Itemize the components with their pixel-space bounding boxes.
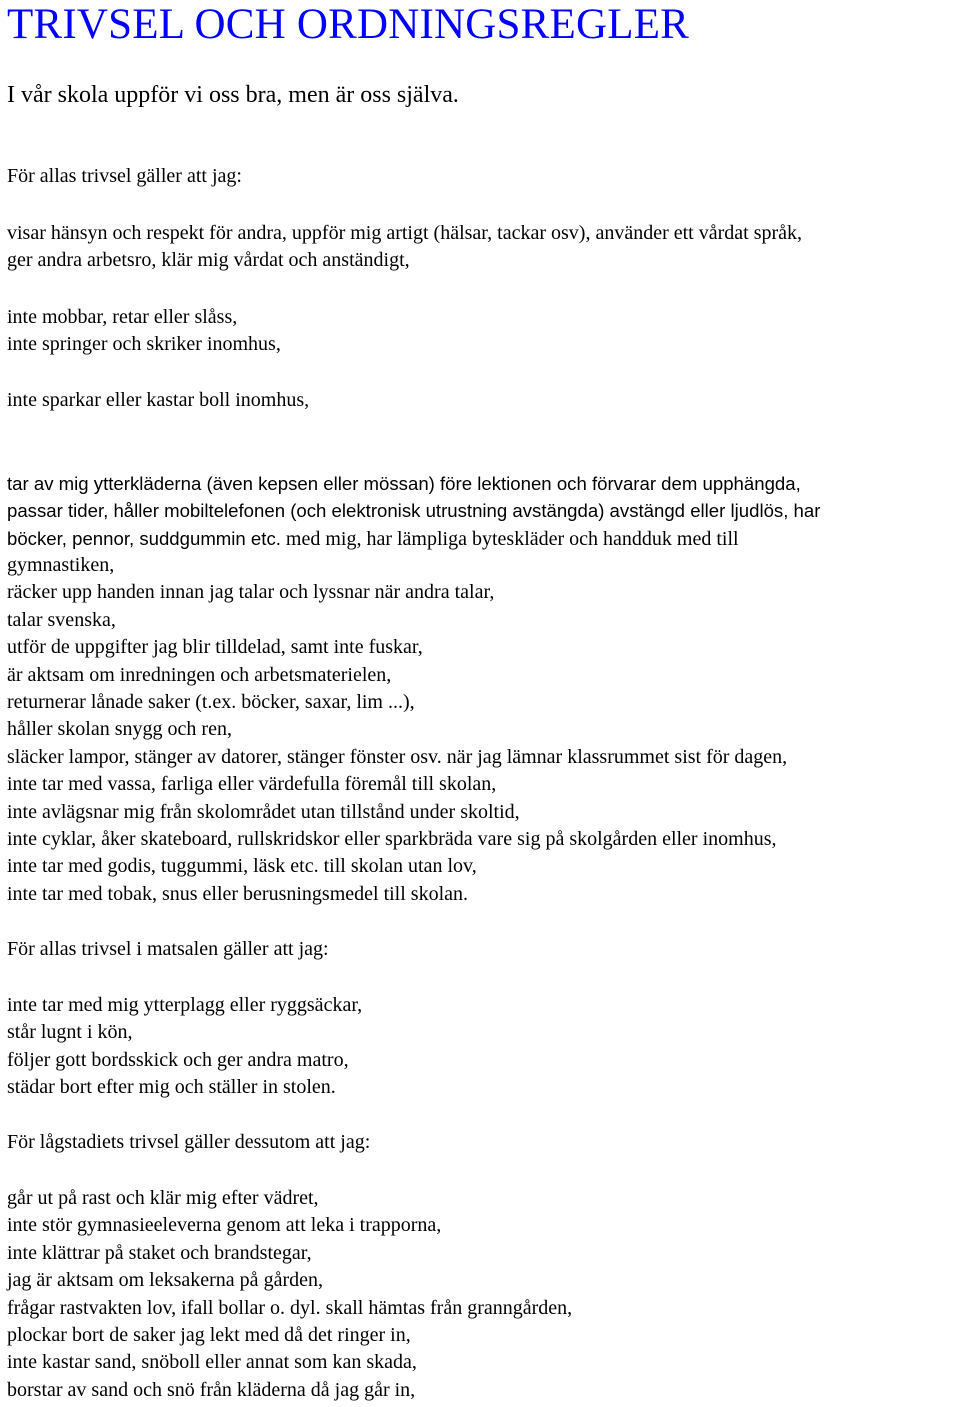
rule-line: inte kastar sand, snöboll eller annat som kan skada, [7, 1351, 417, 1374]
rule-line: inte tar med vassa, farliga eller värdefulla föremål till skolan, [7, 773, 497, 796]
rule-line: inte tar med tobak, snus eller berusningsmedel till skolan. [7, 882, 469, 905]
rule-line: är aktsam om inredningen och arbetsmaterielen, [7, 663, 392, 686]
dining-rules [7, 992, 362, 1102]
rule-line: utför de uppgifter jag blir tilldelad, samt inte fuskar, [7, 636, 423, 659]
rule-line: inte mobbar, retar eller slåss, [7, 306, 238, 328]
rule-line: städar bort efter mig och ställer in stolen. [7, 1076, 336, 1099]
rule-line-mixed [7, 525, 820, 552]
rules-group-b [7, 304, 281, 359]
section-heading-general [7, 163, 242, 190]
rule-line-sans-part: böcker, pennor, suddgummin etc. [7, 527, 281, 549]
rule-line: släcker lampor, stänger av datorer, stänger fönster osv. när jag lämnar klassrummet sist för dagen, [7, 745, 788, 768]
section-heading-general-text: För allas trivsel gäller att jag: [7, 165, 242, 187]
intro-text: I vår skola uppför vi oss bra, men är oss själva. [7, 82, 459, 108]
rules-group-e [7, 552, 787, 908]
rule-line: gymnastiken, [7, 554, 115, 576]
rule-line: inte klättrar på staket och brandstegar, [7, 1241, 312, 1264]
rule-line: inte avlägsnar mig från skolområdet utan tillstånd under skoltid, [7, 800, 520, 823]
rule-line: ger andra arbetsro, klär mig vårdat och anständigt, [7, 249, 410, 272]
rules-group-a [7, 220, 802, 275]
document-title: TRIVSEL OCH ORDNINGSREGLER [7, 1, 690, 48]
rule-line: plockar bort de saker jag lekt med då det ringer in, [7, 1323, 411, 1346]
section-heading-lower-grades [7, 1129, 370, 1156]
rules-group-c [7, 387, 309, 414]
rules-group-d [7, 470, 820, 552]
rule-line: visar hänsyn och respekt för andra, uppför mig artigt (hälsar, tackar osv), använder ett vårdat språk, [7, 222, 803, 244]
rule-line: inte cyklar, åker skateboard, rullskridskor eller sparkbräda vare sig på skolgården eller inomhus, [7, 827, 777, 850]
rule-line: följer gott bordsskick och ger andra matro, [7, 1048, 349, 1071]
rule-line: tar av mig ytterkläderna (även kepsen eller mössan) före lektionen och förvarar dem upphängda, [7, 473, 801, 494]
rule-line: håller skolan snygg och ren, [7, 718, 232, 741]
rule-line-serif-part: med mig, har lämpliga byteskläder och handduk med till [280, 527, 739, 550]
rule-line: står lugnt i kön, [7, 1021, 133, 1044]
rule-line: frågar rastvakten lov, ifall bollar o. dyl. skall hämtas från granngården, [7, 1296, 573, 1319]
section-heading-dining-text: För allas trivsel i matsalen gäller att jag: [7, 938, 329, 960]
rule-line: jag är aktsam om leksakerna på gården, [7, 1269, 323, 1292]
rule-line: räcker upp handen innan jag talar och lyssnar när andra talar, [7, 581, 495, 604]
rule-line: inte tar med mig ytterplagg eller ryggsäckar, [7, 994, 363, 1016]
rule-line: passar tider, håller mobiltelefonen (och elektronisk utrustning avstängda) avstängd eller ljudlös, har [7, 500, 821, 522]
rule-line: inte tar med godis, tuggummi, läsk etc. till skolan utan lov, [7, 855, 477, 878]
rule-line: inte springer och skriker inomhus, [7, 333, 281, 356]
rule-line: inte stör gymnasieeleverna genom att leka i trapporna, [7, 1214, 442, 1237]
section-heading-lower-grades-text: För lågstadiets trivsel gäller dessutom att jag: [7, 1131, 371, 1153]
rule-line: går ut på rast och klär mig efter vädret, [7, 1187, 319, 1209]
rule-line: borstar av sand och snö från kläderna då jag går in, [7, 1378, 416, 1401]
section-heading-dining [7, 936, 329, 963]
lower-grades-rules [7, 1185, 572, 1404]
rule-line: returnerar lånade saker (t.ex. böcker, saxar, lim ...), [7, 690, 415, 713]
rule-line: talar svenska, [7, 608, 116, 631]
rule-line: inte sparkar eller kastar boll inomhus, [7, 389, 310, 411]
